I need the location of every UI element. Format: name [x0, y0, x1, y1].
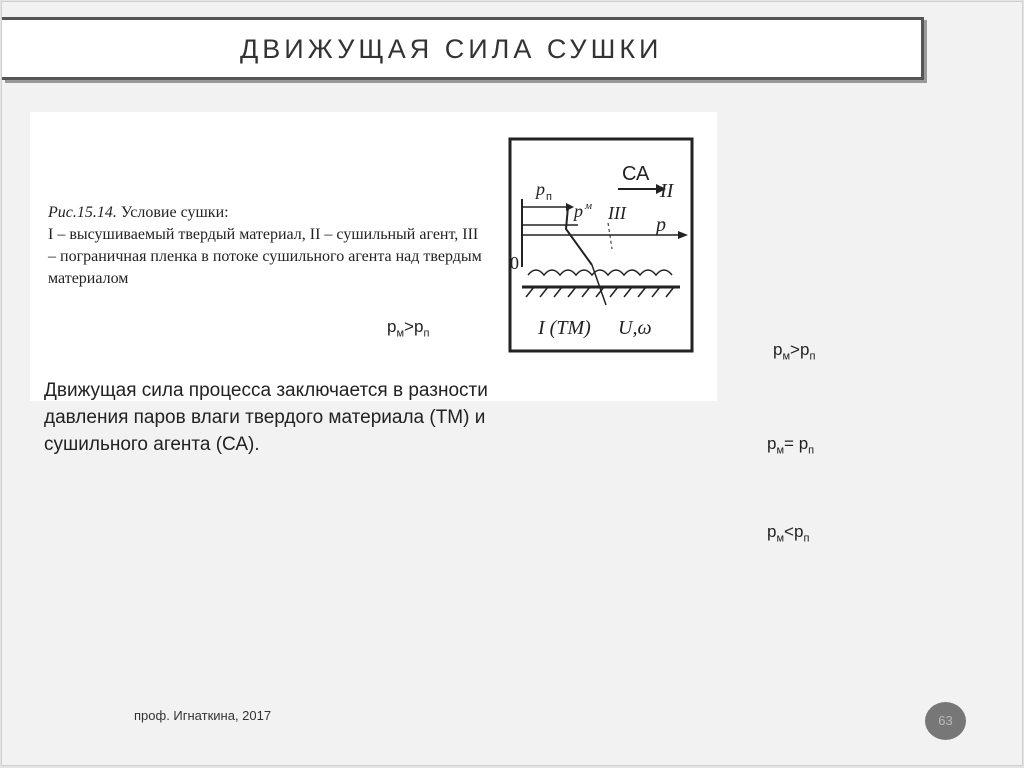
slide — [1, 1, 1023, 766]
figure-relation: $p_м>p_п$ — [387, 317, 430, 340]
label-p-m: p — [574, 201, 583, 221]
relation-greater: $p_м>p_п$ — [773, 340, 816, 363]
relation-less: $p_м<p_п$ — [767, 522, 810, 545]
boundary-film — [528, 270, 672, 275]
main-text: Движущая сила процесса заключается в разности давления паров влаги твердого материала (ТМ) и сушильного агента (СА). — [44, 380, 488, 455]
slide-title: ДВИЖУЩАЯ СИЛА СУШКИ — [240, 34, 663, 64]
caption-heading: Рис.15.14. — [48, 204, 117, 221]
label-p-n-sub: п — [546, 191, 552, 203]
label-sa: СА — [622, 163, 650, 185]
figure-caption — [48, 202, 488, 290]
footer-author: проф. Игнаткина, 2017 — [134, 708, 272, 723]
relation-equal: $p_м= p_п$ — [767, 434, 815, 457]
figure-image — [30, 112, 717, 401]
label-p-n: p — [536, 179, 545, 199]
label-iii: III — [608, 203, 626, 223]
title-box — [2, 17, 924, 80]
label-zero: 0 — [510, 253, 519, 273]
caption-body: I – высушиваемый твердый материал, II – сушильный агент, III – пограничная пленка в потоке сушильного агента над твердым материалом — [48, 226, 482, 287]
label-tm: I (ТМ) — [538, 317, 591, 339]
page-number-badge: 63 — [925, 702, 966, 740]
label-p-m-sup: м — [585, 200, 593, 212]
drying-diagram — [508, 137, 728, 357]
label-u-omega: U,ω — [618, 317, 652, 339]
caption-heading-rest: Условие сушки: — [116, 204, 229, 221]
boundary-line — [608, 223, 612, 249]
label-p: p — [656, 214, 666, 236]
arrowhead-p — [678, 231, 688, 239]
label-ii: II — [660, 180, 674, 202]
